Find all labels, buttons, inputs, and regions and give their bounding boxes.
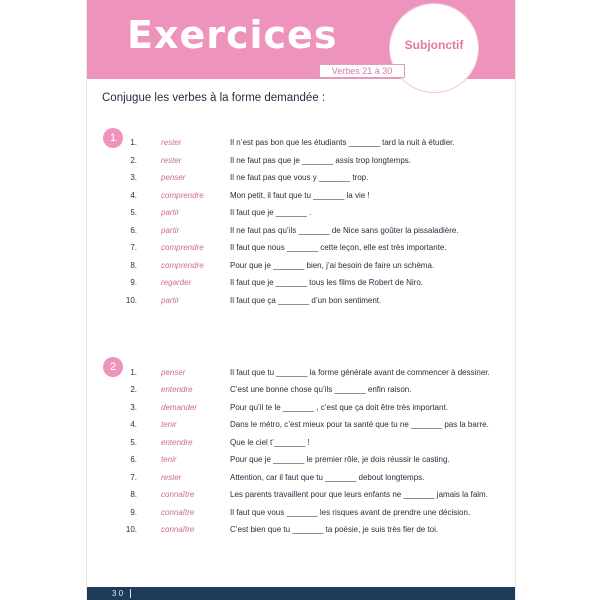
row-number: 10. [125,296,137,305]
sentence-text: Les parents travaillent pour que leurs enfants ne _______ jamais la faim. [230,490,488,499]
exercise-row [87,472,515,486]
verb-hint: penser [161,173,186,182]
verb-hint: partir [161,226,180,235]
sentence-text: Il faut que je _______ . [230,208,312,217]
sentence-text: Il faut que nous _______ cette leçon, elle est très importante. [230,243,447,252]
exercise-row [87,225,515,239]
verb-hint: connaître [161,508,195,517]
section-number-badge: 1 [103,128,123,148]
badge-label: Subjonctif [404,38,464,52]
exercise-row [87,419,515,433]
page-header [87,0,515,79]
page-number: 3 0 [112,589,124,598]
row-number: 6. [130,226,137,235]
row-number: 10. [125,525,137,534]
exercise-row [87,367,515,381]
verb-hint: rester [161,473,182,482]
verb-hint: comprendre [161,191,204,200]
sentence-text: Mon petit, il faut que tu _______ la vie ! [230,191,370,200]
sentence-text: Il faut que ça _______ d’un bon sentiment. [230,296,382,305]
sentence-text: Il ne faut pas que vous y _______ trop. [230,173,369,182]
sentence-text: Pour que je _______ bien, j’ai besoin de faire un schéma. [230,261,435,270]
footer-divider [130,589,131,598]
sentence-text: Il faut que vous _______ les risques avant de prendre une décision. [230,508,471,517]
row-number: 3. [130,173,137,182]
exercise-row [87,295,515,309]
exercise-row [87,384,515,398]
exercise-row [87,507,515,521]
verb-range-label: Verbes 21 à 30 [319,64,405,78]
exercise-row [87,172,515,186]
sentence-text: Pour que je _______ le premier rôle, je dois réussir le casting. [230,455,450,464]
sentence-text: Que le ciel t’_______ ! [230,438,310,447]
exercise-row [87,277,515,291]
verb-hint: entendre [161,385,193,394]
row-number: 9. [130,278,137,287]
page-title: Exercices [127,13,338,57]
verb-hint: rester [161,156,182,165]
sentence-text: Il n’est pas bon que les étudiants _______ tard la nuit à étudier. [230,138,455,147]
row-number: 7. [130,243,137,252]
exercise-row [87,437,515,451]
sentence-text: Il ne faut pas que je _______ assis trop longtemps. [230,156,412,165]
exercise-row [87,260,515,274]
verb-hint: regarder [161,278,192,287]
row-number: 2. [130,156,137,165]
verb-hint: partir [161,208,180,217]
row-number: 9. [130,508,137,517]
row-number: 4. [130,420,137,429]
verb-hint: entendre [161,438,193,447]
exercise-row [87,242,515,256]
verb-hint: penser [161,368,186,377]
sentence-text: C’est une bonne chose qu’ils _______ enfin raison. [230,385,412,394]
sentence-text: Dans le métro, c’est mieux pour ta santé que tu ne _______ pas la barre. [230,420,489,429]
row-number: 6. [130,455,137,464]
row-number: 4. [130,191,137,200]
exercise-row [87,190,515,204]
row-number: 5. [130,208,137,217]
row-number: 8. [130,261,137,270]
sentence-text: C’est bien que tu _______ ta poésie, je suis très fier de toi. [230,525,439,534]
verb-hint: demander [161,403,198,412]
verb-hint: partir [161,296,180,305]
exercise-row [87,155,515,169]
sentence-text: Il faut que tu _______ la forme générale avant de commencer à dessiner. [230,368,490,377]
row-number: 2. [130,385,137,394]
verb-hint: connaître [161,490,195,499]
sentence-text: Il ne faut pas qu’ils _______ de Nice sans goûter la pissaladière. [230,226,459,235]
exercise-row [87,137,515,151]
row-number: 3. [130,403,137,412]
instruction-text: Conjugue les verbes à la forme demandée : [102,92,326,104]
sentence-text: Il faut que je _______ tous les films de Robert de Niro. [230,278,423,287]
exercise-row [87,489,515,503]
verb-hint: rester [161,138,182,147]
row-number: 1. [130,368,137,377]
page-footer [87,587,515,600]
verb-hint: tenir [161,420,177,429]
section-number-badge: 2 [103,357,123,377]
verb-hint: connaître [161,525,195,534]
sentence-text: Pour qu’il te le _______ , c’est que ça doit être très important. [230,403,448,412]
verb-hint: comprendre [161,261,204,270]
verb-hint: comprendre [161,243,204,252]
exercise-page [87,0,515,600]
exercise-row [87,524,515,538]
verb-hint: tenir [161,455,177,464]
row-number: 1. [130,138,137,147]
exercise-row [87,207,515,221]
exercise-row [87,402,515,416]
row-number: 5. [130,438,137,447]
row-number: 7. [130,473,137,482]
sentence-text: Attention, car il faut que tu _______ debout longtemps. [230,473,425,482]
row-number: 8. [130,490,137,499]
exercise-row [87,454,515,468]
